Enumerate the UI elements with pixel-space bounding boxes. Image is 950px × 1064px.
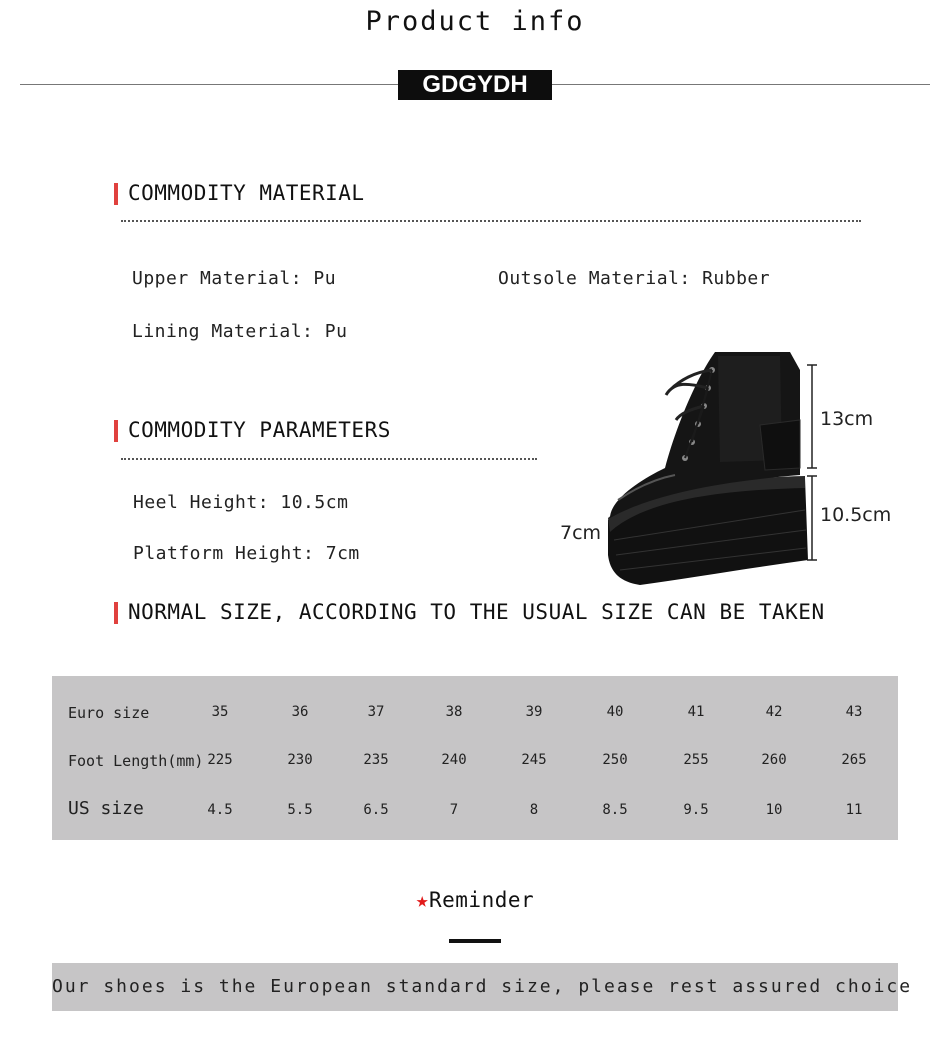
table-cell: 41: [687, 704, 705, 720]
table-cell: 40: [606, 704, 624, 720]
reminder-note: Our shoes is the European standard size, please rest assured choice: [52, 963, 898, 1011]
table-row: [52, 698, 898, 728]
table-cell: 260: [761, 752, 787, 768]
platform-height: Platform Height: 7cm: [133, 543, 360, 564]
row-label-euro: Euro size: [68, 704, 150, 722]
table-cell: 250: [602, 752, 628, 768]
parameters-divider: [121, 458, 537, 460]
table-cell: 6.5: [363, 802, 389, 818]
table-cell: 235: [363, 752, 389, 768]
size-note-heading: NORMAL SIZE, ACCORDING TO THE USUAL SIZE CAN BE TAKEN: [114, 600, 825, 624]
table-cell: 35: [211, 704, 229, 720]
material-divider: [121, 220, 861, 222]
heel-height-label: 10.5cm: [820, 504, 892, 526]
table-cell: 265: [841, 752, 867, 768]
parameters-heading: COMMODITY PARAMETERS: [114, 418, 391, 442]
upper-material: Upper Material: Pu: [132, 268, 337, 289]
page-title: Product info: [365, 6, 585, 37]
table-cell: 8: [529, 802, 539, 818]
table-cell: 10: [765, 802, 783, 818]
lining-material: Lining Material: Pu: [132, 321, 348, 342]
table-cell: 37: [367, 704, 385, 720]
table-cell: 240: [441, 752, 467, 768]
row-label-us: US size: [68, 798, 144, 819]
table-cell: 4.5: [207, 802, 233, 818]
outsole-material: Outsole Material: Rubber: [498, 268, 771, 289]
star-icon: ★: [415, 888, 429, 912]
table-cell: 11: [845, 802, 863, 818]
table-cell: 255: [683, 752, 709, 768]
table-cell: 42: [765, 704, 783, 720]
size-table: [52, 676, 898, 840]
table-cell: 38: [445, 704, 463, 720]
table-cell: 43: [845, 704, 863, 720]
reminder-underline: [449, 939, 501, 943]
shaft-height-label: 13cm: [820, 408, 874, 430]
table-cell: 225: [207, 752, 233, 768]
table-row: [52, 796, 898, 826]
table-cell: 8.5: [602, 802, 628, 818]
material-heading: COMMODITY MATERIAL: [114, 181, 365, 205]
table-cell: 5.5: [287, 802, 313, 818]
table-cell: 39: [525, 704, 543, 720]
table-cell: 7: [449, 802, 459, 818]
reminder-label: Reminder: [429, 888, 535, 912]
heel-height: Heel Height: 10.5cm: [133, 492, 349, 513]
table-cell: 230: [287, 752, 313, 768]
reminder-heading: [0, 888, 950, 912]
table-cell: 9.5: [683, 802, 709, 818]
boot-image: [600, 350, 820, 590]
table-row: [52, 746, 898, 776]
table-cell: 36: [291, 704, 309, 720]
platform-height-label: 7cm: [560, 522, 602, 544]
brand-label: GDGYDH: [398, 70, 552, 100]
row-label-foot-length: Foot Length(mm): [68, 752, 204, 770]
table-cell: 245: [521, 752, 547, 768]
